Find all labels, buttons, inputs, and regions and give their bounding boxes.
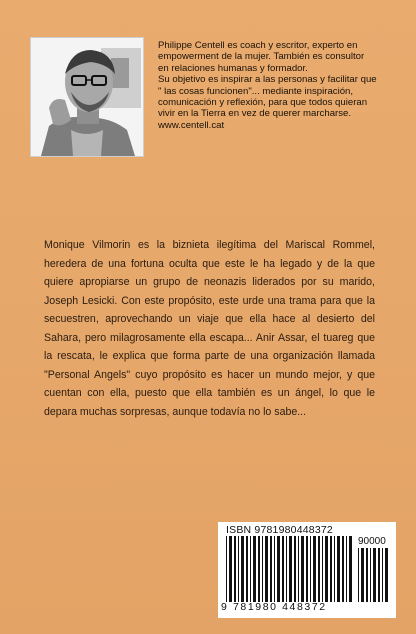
bio-line: empowerment de la mujer. También es consultor: [158, 51, 365, 63]
synopsis-text: Monique Vilmorin es la biznieta ilegítima del Mariscal Rommel, heredera de una fortuna oculta que este le ha legado y de la que quiere apropiarse un grupo de neonazis liderados por su marido, Joseph Lesicki. Con este propósito, este urde una trama para que la secuestren, aprovechando un viaje que ella hace al desierto del Sahara, pero milagrosamente ella escapa... Anir Assar, el tuareg que la rescata, le explica que forma parte de una organización llamada "Personal Angels" cuyo propósito es hacer un mundo mejor, y que cuentan con ella, puesto que ella también es un ángel, lo que le depara muchas sorpresas, aunque todavía no lo sabe...: [44, 239, 375, 418]
bio-line: vivir en la Tierra en vez de querer marcharse.: [158, 108, 352, 120]
author-website: www.centell.cat: [158, 119, 225, 131]
author-bio: [158, 40, 394, 131]
barcode-digits: 9 781980 448372: [221, 601, 327, 613]
bio-line: Su objetivo es inspirar a las personas y facilitar que: [158, 74, 377, 86]
bio-line: " las cosas funcionen"... mediante inspiración,: [158, 85, 354, 97]
bio-line: comunicación y reflexión, para que todos quieran: [158, 97, 368, 109]
bio-line: Philippe Centell es coach y escritor, experto en: [158, 40, 358, 51]
price-code: 90000: [358, 536, 386, 547]
bio-line: en relaciones humanas y formador.: [158, 62, 308, 74]
addon-barcode-icon: [358, 548, 392, 602]
isbn-label: ISBN 9781980448372: [226, 524, 333, 536]
author-portrait-image: [31, 38, 143, 156]
ean-barcode-icon: [226, 536, 352, 602]
isbn-barcode: [218, 522, 396, 618]
author-photo: [30, 37, 144, 157]
book-synopsis: [44, 236, 375, 421]
